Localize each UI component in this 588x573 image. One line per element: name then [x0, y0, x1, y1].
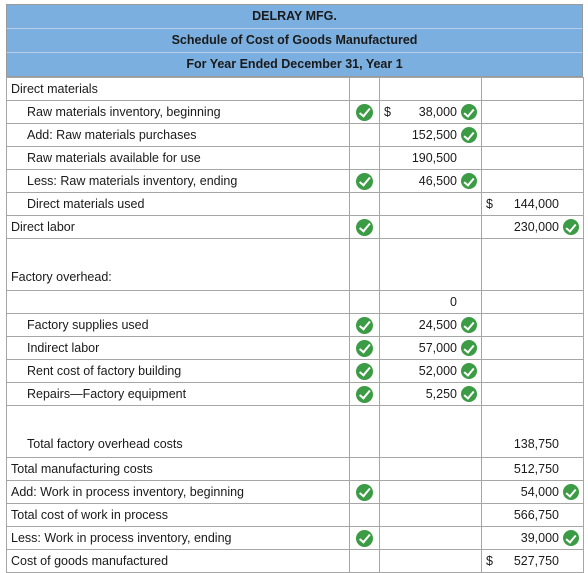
amount-value: 5,250 — [425, 387, 457, 401]
total-cell[interactable] — [482, 314, 584, 337]
amount-cell[interactable] — [380, 527, 482, 550]
table-row — [7, 458, 584, 481]
table-row — [7, 360, 584, 383]
total-cell[interactable] — [482, 406, 584, 458]
check-circle-icon — [461, 386, 477, 402]
amount-cell[interactable] — [380, 481, 482, 504]
check-circle-icon — [461, 340, 477, 356]
table-row — [7, 147, 584, 170]
amount-cell[interactable] — [380, 360, 482, 383]
table-row — [7, 170, 584, 193]
dollar-sign: $ — [486, 554, 493, 568]
table-row — [7, 291, 584, 314]
row-label[interactable]: Less: Raw materials inventory, ending — [7, 170, 350, 193]
amount-value: 144,000 — [513, 197, 559, 211]
row-label[interactable]: Direct materials used — [7, 193, 350, 216]
amount-value: 38,000 — [418, 105, 457, 119]
label-check-cell — [350, 216, 380, 239]
label-check-cell — [350, 383, 380, 406]
table-row — [7, 337, 584, 360]
total-cell[interactable] — [482, 78, 584, 101]
check-circle-icon — [356, 386, 373, 403]
total-cell[interactable] — [482, 170, 584, 193]
check-circle-icon — [356, 317, 373, 334]
label-check-cell — [350, 360, 380, 383]
amount-value: 0 — [450, 295, 457, 309]
check-circle-icon — [563, 219, 579, 235]
amount-value: 138,750 — [513, 437, 559, 451]
label-check-cell — [350, 147, 380, 170]
total-cell[interactable] — [482, 216, 584, 239]
row-label[interactable]: Total factory overhead costs — [7, 406, 350, 458]
amount-cell[interactable] — [380, 337, 482, 360]
check-circle-icon — [461, 104, 477, 120]
check-circle-icon — [563, 530, 579, 546]
amount-cell[interactable] — [380, 291, 482, 314]
company-name: DELRAY MFG. — [6, 4, 583, 28]
total-cell[interactable] — [482, 458, 584, 481]
row-label[interactable]: Add: Raw materials purchases — [7, 124, 350, 147]
total-cell[interactable] — [482, 239, 584, 291]
amount-cell[interactable] — [380, 504, 482, 527]
check-circle-icon — [356, 530, 373, 547]
amount-cell[interactable] — [380, 239, 482, 291]
amount-value: 527,750 — [513, 554, 559, 568]
label-check-cell — [350, 314, 380, 337]
amount-value: 190,500 — [411, 151, 457, 165]
table-row — [7, 481, 584, 504]
row-label[interactable]: Total cost of work in process — [7, 504, 350, 527]
label-check-cell — [350, 481, 380, 504]
total-cell[interactable] — [482, 383, 584, 406]
total-cell[interactable] — [482, 291, 584, 314]
amount-cell[interactable] — [380, 458, 482, 481]
total-cell[interactable] — [482, 101, 584, 124]
total-cell[interactable] — [482, 147, 584, 170]
label-check-cell — [350, 239, 380, 291]
row-label[interactable]: Direct labor — [7, 216, 350, 239]
row-label[interactable]: Less: Work in process inventory, ending — [7, 527, 350, 550]
row-label[interactable]: Cost of goods manufactured — [7, 550, 350, 573]
total-cell[interactable] — [482, 193, 584, 216]
dollar-sign: $ — [384, 105, 391, 119]
dollar-sign: $ — [486, 197, 493, 211]
amount-value: 24,500 — [418, 318, 457, 332]
row-label[interactable]: Add: Work in process inventory, beginning — [7, 481, 350, 504]
amount-cell[interactable] — [380, 101, 482, 124]
schedule-period: For Year Ended December 31, Year 1 — [6, 52, 583, 77]
row-label[interactable]: Raw materials inventory, beginning — [7, 101, 350, 124]
row-label[interactable]: Rent cost of factory building — [7, 360, 350, 383]
amount-cell[interactable] — [380, 78, 482, 101]
label-check-cell — [350, 527, 380, 550]
amount-value: 230,000 — [513, 220, 559, 234]
amount-cell[interactable] — [380, 383, 482, 406]
table-row — [7, 550, 584, 573]
check-circle-icon — [356, 484, 373, 501]
table-row — [7, 124, 584, 147]
schedule-table — [6, 77, 584, 573]
label-check-cell — [350, 101, 380, 124]
check-circle-icon — [356, 173, 373, 190]
amount-value: 54,000 — [520, 485, 559, 499]
row-label[interactable] — [7, 291, 350, 314]
total-cell[interactable] — [482, 481, 584, 504]
amount-cell[interactable] — [380, 216, 482, 239]
row-label[interactable]: Total manufacturing costs — [7, 458, 350, 481]
table-row — [7, 406, 584, 458]
check-circle-icon — [563, 484, 579, 500]
label-check-cell — [350, 337, 380, 360]
table-row — [7, 314, 584, 337]
total-cell[interactable] — [482, 550, 584, 573]
table-row — [7, 78, 584, 101]
table-row — [7, 216, 584, 239]
total-cell[interactable] — [482, 337, 584, 360]
amount-value: 57,000 — [418, 341, 457, 355]
table-row — [7, 527, 584, 550]
total-cell[interactable] — [482, 360, 584, 383]
amount-cell[interactable] — [380, 550, 482, 573]
total-cell[interactable] — [482, 124, 584, 147]
table-row — [7, 383, 584, 406]
amount-value: 152,500 — [411, 128, 457, 142]
row-label[interactable]: Raw materials available for use — [7, 147, 350, 170]
amount-value: 512,750 — [513, 462, 559, 476]
label-check-cell — [350, 78, 380, 101]
amount-value: 52,000 — [418, 364, 457, 378]
amount-value: 566,750 — [513, 508, 559, 522]
check-circle-icon — [356, 340, 373, 357]
label-check-cell — [350, 124, 380, 147]
label-check-cell — [350, 550, 380, 573]
row-label[interactable]: Indirect labor — [7, 337, 350, 360]
schedule-sheet — [6, 4, 583, 573]
label-check-cell — [350, 406, 380, 458]
amount-value: 39,000 — [520, 531, 559, 545]
table-row — [7, 504, 584, 527]
total-cell[interactable] — [482, 504, 584, 527]
schedule-title: Schedule of Cost of Goods Manufactured — [6, 28, 583, 52]
check-circle-icon — [356, 363, 373, 380]
amount-cell[interactable] — [380, 193, 482, 216]
amount-cell[interactable] — [380, 314, 482, 337]
amount-cell[interactable] — [380, 124, 482, 147]
row-label[interactable]: Direct materials — [7, 78, 350, 101]
label-check-cell — [350, 291, 380, 314]
row-label[interactable]: Repairs—Factory equipment — [7, 383, 350, 406]
row-label[interactable]: Factory supplies used — [7, 314, 350, 337]
check-circle-icon — [356, 219, 373, 236]
label-check-cell — [350, 458, 380, 481]
check-circle-icon — [461, 173, 477, 189]
amount-cell[interactable] — [380, 170, 482, 193]
amount-value: 46,500 — [418, 174, 457, 188]
table-row — [7, 193, 584, 216]
check-circle-icon — [461, 127, 477, 143]
total-cell[interactable] — [482, 527, 584, 550]
table-row — [7, 101, 584, 124]
row-label[interactable]: Factory overhead: — [7, 239, 350, 291]
table-row — [7, 239, 584, 291]
label-check-cell — [350, 193, 380, 216]
check-circle-icon — [461, 317, 477, 333]
check-circle-icon — [356, 104, 373, 121]
label-check-cell — [350, 504, 380, 527]
check-circle-icon — [461, 363, 477, 379]
label-check-cell — [350, 170, 380, 193]
amount-cell[interactable] — [380, 406, 482, 458]
amount-cell[interactable] — [380, 147, 482, 170]
